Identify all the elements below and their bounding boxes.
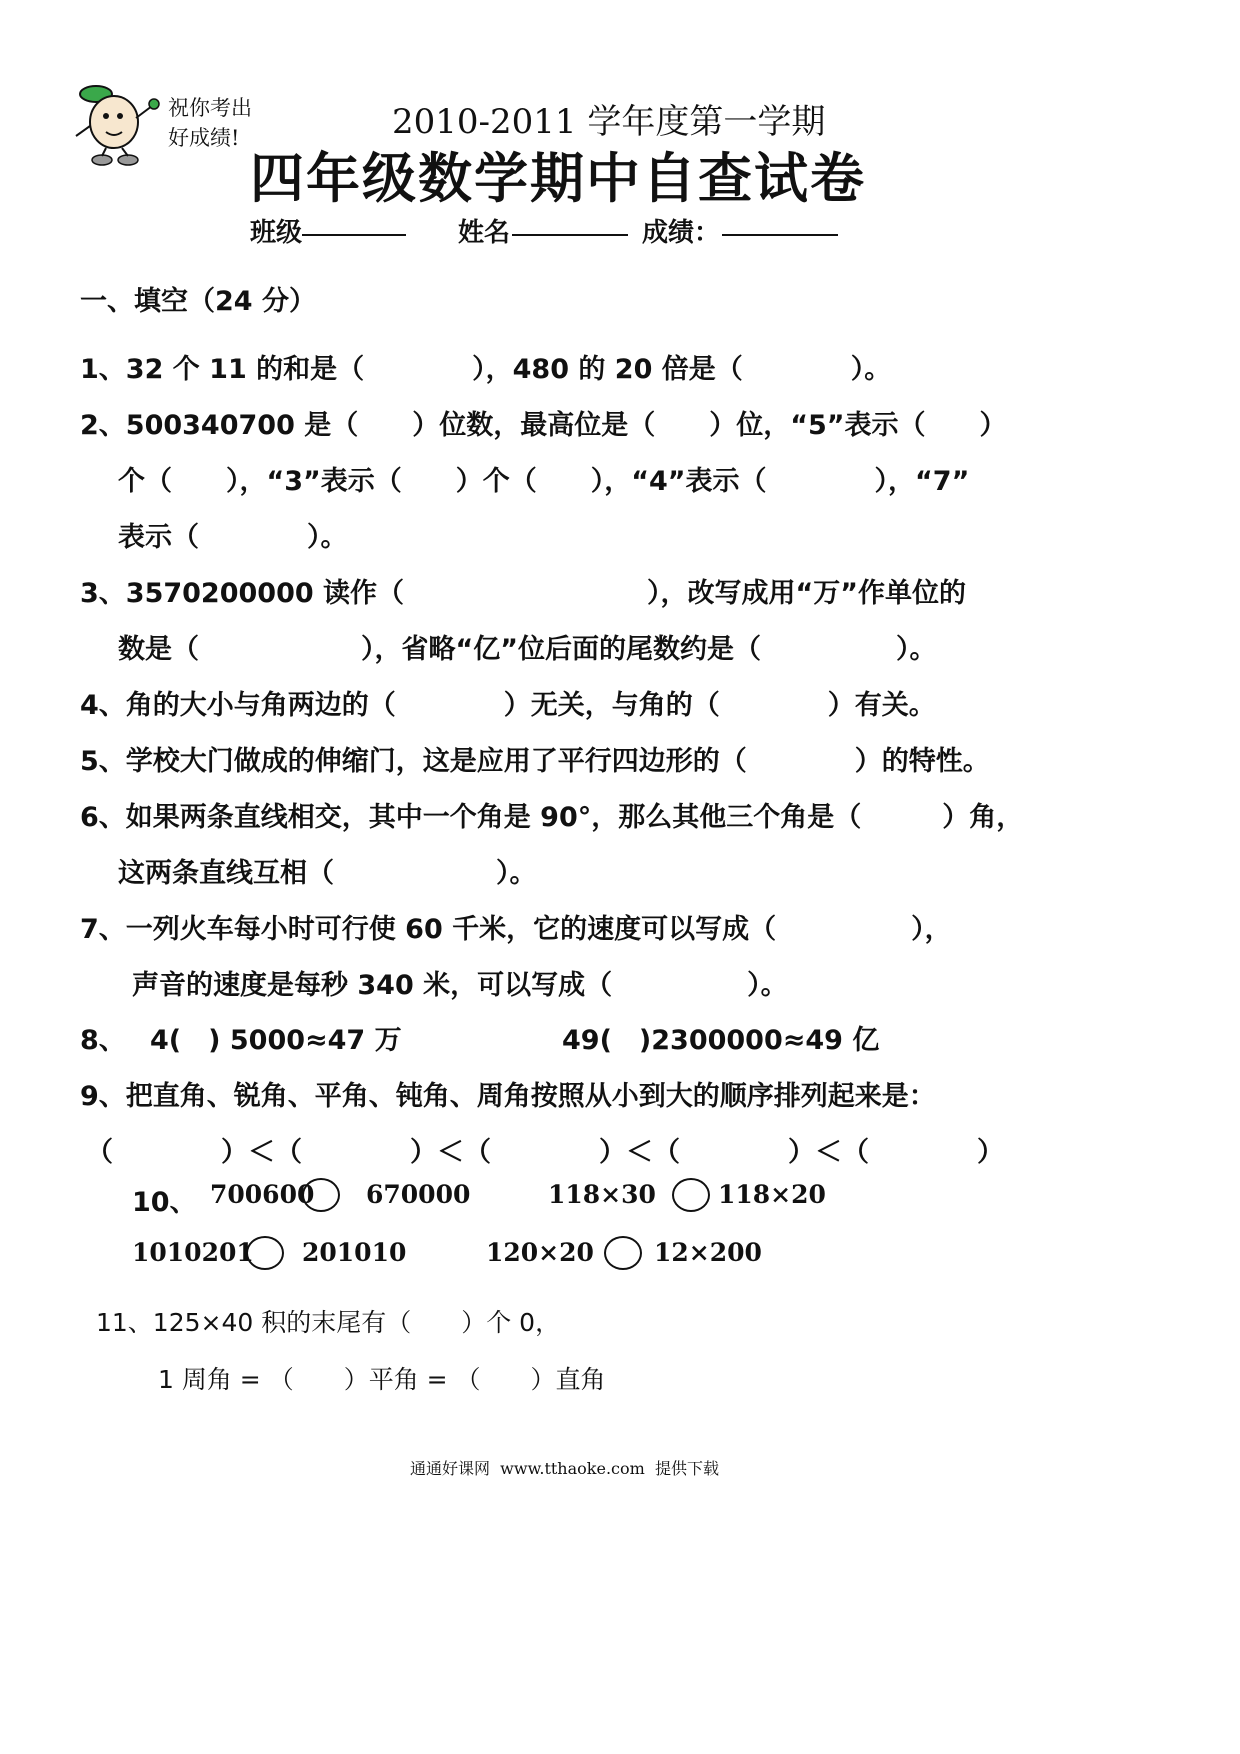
question-8-part-b: 49( )2300000≈49 亿 bbox=[562, 1025, 880, 1056]
q10-d-right: 12×200 bbox=[654, 1238, 762, 1267]
mascot-logo bbox=[72, 78, 162, 170]
question-11-line-1: 11、125×40 积的末尾有（ ）个 0， bbox=[96, 1308, 561, 1337]
question-7-line-2: 声音的速度是每秒 340 米，可以写成（ ）。 bbox=[132, 970, 788, 1001]
q10-c-circle[interactable] bbox=[246, 1236, 284, 1270]
q10-a-circle[interactable] bbox=[302, 1178, 340, 1212]
q10-b-circle[interactable] bbox=[672, 1178, 710, 1212]
q10-b-right: 118×20 bbox=[718, 1180, 826, 1209]
question-9: 9、把直角、锐角、平角、钝角、周角按照从小到大的顺序排列起来是： bbox=[80, 1081, 936, 1112]
score-blank[interactable] bbox=[722, 234, 838, 236]
class-blank[interactable] bbox=[302, 234, 406, 236]
q10-b-left: 118×30 bbox=[548, 1180, 656, 1209]
question-6-line-1: 6、如果两条直线相交，其中一个角是 90°，那么其他三个角是（ ）角， bbox=[80, 802, 1024, 833]
question-7-line-1: 7、一列火车每小时可行使 60 千米，它的速度可以写成（ ）， bbox=[80, 914, 952, 945]
class-label: 班级 bbox=[250, 218, 303, 248]
question-2-line-3: 表示（ ）。 bbox=[118, 522, 348, 553]
section-heading: 一、填空（24 分） bbox=[80, 286, 316, 317]
question-3-line-2: 数是（ ），省略“亿”位后面的尾数约是（ ）。 bbox=[118, 634, 937, 665]
footer-credit: 通通好课网 www.tthaoke.com 提供下载 bbox=[410, 1459, 719, 1478]
question-2-line-1: 2、500340700 是（ ）位数，最高位是（ ）位，“5”表示（ ） bbox=[80, 410, 1007, 441]
q10-d-left: 120×20 bbox=[486, 1238, 594, 1267]
page-title: 四年级数学期中自查试卷 bbox=[250, 146, 866, 210]
q10-c-left: 1010201 bbox=[132, 1238, 254, 1267]
question-11-line-2: 1 周角 = （ ）平角 = （ ）直角 bbox=[158, 1365, 606, 1394]
question-9-order: （ ）＜（ ）＜（ ）＜（ ）＜（ ） bbox=[86, 1137, 1004, 1168]
q10-a-right: 670000 bbox=[366, 1180, 471, 1209]
q10-d-circle[interactable] bbox=[604, 1236, 642, 1270]
question-8-number: 8、 bbox=[80, 1025, 126, 1056]
question-3-line-1: 3、3570200000 读作（ ），改写成用“万”作单位的 bbox=[80, 578, 967, 609]
wish-line-2: 好成绩! bbox=[168, 126, 240, 150]
question-5: 5、学校大门做成的伸缩门，这是应用了平行四边形的（ ）的特性。 bbox=[80, 746, 990, 777]
score-label: 成绩： bbox=[642, 218, 721, 248]
name-blank[interactable] bbox=[512, 234, 628, 236]
q10-a-left: 700600 bbox=[210, 1180, 315, 1209]
question-10-number: 10、 bbox=[132, 1187, 197, 1218]
name-label: 姓名 bbox=[458, 218, 511, 248]
q10-c-right: 201010 bbox=[302, 1238, 407, 1267]
question-8-part-a: 4( ) 5000≈47 万 bbox=[150, 1025, 402, 1056]
wish-line-1: 祝你考出 bbox=[168, 96, 252, 120]
question-6-line-2: 这两条直线互相（ ）。 bbox=[118, 858, 537, 889]
question-2-line-2: 个（ ），“3”表示（ ）个（ ），“4”表示（ ），“7” bbox=[118, 466, 970, 497]
question-4: 4、角的大小与角两边的（ ）无关，与角的（ ）有关。 bbox=[80, 690, 936, 721]
term-line: 2010-2011 学年度第一学期 bbox=[392, 102, 826, 142]
question-1: 1、32 个 11 的和是（ ），480 的 20 倍是（ ）。 bbox=[80, 354, 892, 385]
